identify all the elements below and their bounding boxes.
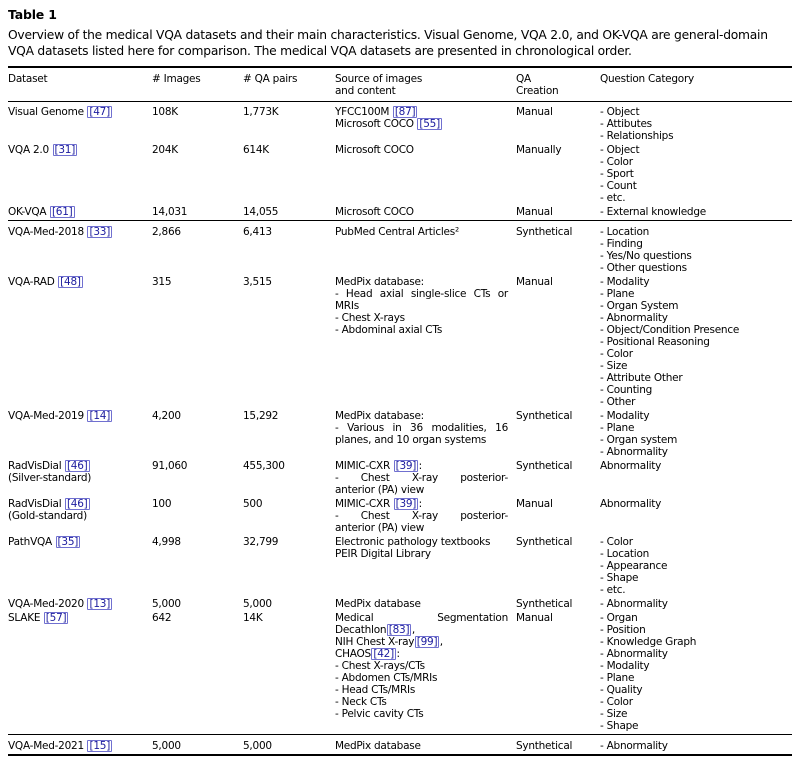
cell-question-categories bbox=[600, 460, 792, 496]
citation-link[interactable]: [15] bbox=[89, 740, 111, 752]
table-row bbox=[8, 612, 792, 732]
cell-line: (Silver-standard) bbox=[8, 472, 92, 484]
cell-line: - Abnormality bbox=[600, 598, 668, 610]
cell-line: 642 bbox=[152, 612, 172, 624]
cell-line: - Chest X-ray posterior- bbox=[335, 510, 508, 522]
cell-line: MedPix database bbox=[335, 598, 421, 610]
cell-line: 2,866 bbox=[152, 226, 181, 238]
cell-source bbox=[335, 740, 516, 752]
cell-line: 6,413 bbox=[243, 226, 272, 238]
cell-qa-creation bbox=[516, 612, 600, 732]
cell-line: Microsoft COCO bbox=[335, 144, 414, 156]
cell-num-images bbox=[152, 598, 243, 610]
cell-line: Electronic pathology textbooks bbox=[335, 536, 491, 548]
cell-line: 455,300 bbox=[243, 460, 285, 472]
cell-qa-creation bbox=[516, 144, 600, 204]
cell-line: - Attibutes bbox=[600, 118, 652, 130]
cell-num-images bbox=[152, 206, 243, 218]
cell-line: 614K bbox=[243, 144, 269, 156]
cell-question-categories bbox=[600, 144, 792, 204]
cell-question-categories bbox=[600, 740, 792, 752]
cell-line: Manual bbox=[516, 106, 553, 118]
cell-line: - Count bbox=[600, 180, 637, 192]
cell-line: - Organ System bbox=[600, 300, 679, 312]
cell-line: - Chest X-rays/CTs bbox=[335, 660, 425, 672]
cell-line: - Abdominal axial CTs bbox=[335, 324, 443, 336]
cell-line: - Color bbox=[600, 156, 633, 168]
table-row bbox=[8, 740, 792, 752]
cell-line: planes, and 10 organ systems bbox=[335, 434, 487, 446]
table-row bbox=[8, 410, 792, 458]
cell-qa-creation bbox=[516, 460, 600, 496]
header-label: # Images bbox=[152, 73, 201, 85]
cell-line: Medical Segmentation bbox=[335, 612, 508, 624]
cell-dataset bbox=[8, 740, 152, 752]
cell-source bbox=[335, 410, 516, 458]
cell-line: - Organ bbox=[600, 612, 638, 624]
header-label: Creation bbox=[516, 85, 559, 97]
cell-line: Synthetical bbox=[516, 460, 573, 472]
table-row bbox=[8, 460, 792, 496]
cell-num-qa-pairs bbox=[243, 226, 335, 274]
cell-num-images bbox=[152, 410, 243, 458]
cell-qa-creation bbox=[516, 498, 600, 534]
cell-line: NIH Chest X-ray [99] , bbox=[335, 636, 443, 648]
cell-line: - Chest X-rays bbox=[335, 312, 405, 324]
table-row bbox=[8, 276, 792, 408]
citation-link[interactable]: [87] bbox=[394, 106, 416, 118]
cell-dataset bbox=[8, 144, 152, 204]
cell-num-qa-pairs bbox=[243, 206, 335, 218]
cell-source bbox=[335, 106, 516, 142]
cell-num-qa-pairs bbox=[243, 598, 335, 610]
cell-line: Manual bbox=[516, 498, 553, 510]
cell-num-qa-pairs bbox=[243, 536, 335, 596]
header-source bbox=[335, 73, 516, 97]
cell-num-images bbox=[152, 536, 243, 596]
citation-link[interactable]: [13] bbox=[89, 598, 111, 610]
table-caption: Overview of the medical VQA datasets and their main characteristics. Visual Genome, VQA 2.0, and OK-VQA are general-domain VQA datasets listed here for comparison. The medical VQA datasets are presented in chronological order. bbox=[8, 28, 768, 58]
cell-line: - etc. bbox=[600, 584, 626, 596]
cell-line: MedPix database: bbox=[335, 276, 424, 288]
cell-line: - Shape bbox=[600, 572, 639, 584]
cell-line: Abnormality bbox=[600, 460, 662, 472]
header-label: QA bbox=[516, 73, 531, 85]
cell-line: - Size bbox=[600, 708, 628, 720]
cell-line: 5,000 bbox=[243, 598, 272, 610]
cell-question-categories bbox=[600, 410, 792, 458]
table-row bbox=[8, 106, 792, 142]
cell-line: - Location bbox=[600, 226, 650, 238]
cell-line: Visual Genome [47] bbox=[8, 106, 110, 118]
cell-dataset bbox=[8, 460, 152, 496]
cell-source bbox=[335, 498, 516, 534]
cell-line: MIMIC-CXR [39] : bbox=[335, 460, 422, 472]
cell-num-qa-pairs bbox=[243, 460, 335, 496]
citation-link[interactable]: [47] bbox=[89, 106, 110, 118]
cell-line: - Size bbox=[600, 360, 628, 372]
cell-line: - Modality bbox=[600, 660, 650, 672]
cell-num-images bbox=[152, 106, 243, 142]
cell-line: PathVQA [35] bbox=[8, 536, 79, 548]
cell-question-categories bbox=[600, 206, 792, 218]
citation-link[interactable]: [33] bbox=[89, 226, 111, 238]
citation-link[interactable]: [83] bbox=[388, 624, 410, 636]
cell-line: - Finding bbox=[600, 238, 643, 250]
cell-question-categories bbox=[600, 106, 792, 142]
cell-line: - Appearance bbox=[600, 560, 668, 572]
cell-line: - Abdomen CTs/MRIs bbox=[335, 672, 438, 684]
cell-line: RadVisDial [46] bbox=[8, 460, 88, 472]
cell-line: Manual bbox=[516, 612, 553, 624]
cell-qa-creation bbox=[516, 740, 600, 752]
citation-link[interactable]: [48] bbox=[60, 276, 81, 288]
cell-num-qa-pairs bbox=[243, 498, 335, 534]
cell-line: - Quality bbox=[600, 684, 643, 696]
cell-source bbox=[335, 206, 516, 218]
cell-line: - Attribute Other bbox=[600, 372, 683, 384]
header-images bbox=[152, 73, 243, 97]
table-row bbox=[8, 206, 792, 218]
cell-line: 5,000 bbox=[152, 598, 181, 610]
cell-line: 315 bbox=[152, 276, 172, 288]
cell-num-images bbox=[152, 612, 243, 732]
cell-line: - Head CTs/MRIs bbox=[335, 684, 416, 696]
cell-dataset bbox=[8, 410, 152, 458]
cell-num-images bbox=[152, 226, 243, 274]
header-label: # QA pairs bbox=[243, 73, 298, 85]
cell-line: - Object/Condition Presence bbox=[600, 324, 740, 336]
cell-line: - Location bbox=[600, 548, 650, 560]
cell-line: RadVisDial [46] bbox=[8, 498, 88, 510]
citation-link[interactable]: [99] bbox=[416, 636, 438, 648]
citation-link[interactable]: [39] bbox=[395, 498, 417, 510]
cell-question-categories bbox=[600, 612, 792, 732]
cell-line: PubMed Central Articles² bbox=[335, 226, 459, 238]
cell-line: VQA 2.0 [31] bbox=[8, 144, 76, 156]
cell-line: - Plane bbox=[600, 288, 635, 300]
cell-line: 32,799 bbox=[243, 536, 279, 548]
cell-num-images bbox=[152, 144, 243, 204]
cell-line: PEIR Digital Library bbox=[335, 548, 431, 560]
cell-qa-creation bbox=[516, 410, 600, 458]
cell-num-qa-pairs bbox=[243, 106, 335, 142]
cell-line: MIMIC-CXR [39] : bbox=[335, 498, 422, 510]
cell-line: - Relationships bbox=[600, 130, 674, 142]
table-row bbox=[8, 144, 792, 204]
cell-line: Manual bbox=[516, 276, 553, 288]
cell-line: anterior (PA) view bbox=[335, 522, 425, 534]
cell-line: YFCC100M [87] bbox=[335, 106, 416, 118]
cell-line: - Object bbox=[600, 106, 640, 118]
citation-link[interactable]: [31] bbox=[54, 144, 76, 156]
cell-dataset bbox=[8, 612, 152, 732]
header-label: Source of images bbox=[335, 73, 423, 85]
cell-source bbox=[335, 612, 516, 732]
citation-link[interactable]: [35] bbox=[57, 536, 79, 548]
citation-link[interactable]: [14] bbox=[89, 410, 111, 422]
cell-dataset bbox=[8, 276, 152, 408]
section-divider-rule bbox=[8, 734, 792, 735]
cell-line: - etc. bbox=[600, 192, 626, 204]
cell-line: Synthetical bbox=[516, 740, 573, 752]
citation-link[interactable]: [61] bbox=[51, 206, 73, 218]
cell-line: - Modality bbox=[600, 276, 650, 288]
cell-question-categories bbox=[600, 498, 792, 534]
cell-line: - Color bbox=[600, 348, 633, 360]
section-divider-rule bbox=[8, 220, 792, 221]
cell-line: 100 bbox=[152, 498, 172, 510]
cell-line: VQA-Med-2021 [15] bbox=[8, 740, 111, 752]
cell-line: - Position bbox=[600, 624, 646, 636]
cell-line: VQA-Med-2020 [13] bbox=[8, 598, 111, 610]
cell-line: - Abnormality bbox=[600, 648, 668, 660]
cell-line: - Object bbox=[600, 144, 640, 156]
table-row bbox=[8, 598, 792, 610]
cell-line: - Counting bbox=[600, 384, 653, 396]
cell-question-categories bbox=[600, 536, 792, 596]
header-dataset bbox=[8, 73, 152, 97]
cell-line: 5,000 bbox=[152, 740, 181, 752]
cell-num-qa-pairs bbox=[243, 740, 335, 752]
table-row bbox=[8, 498, 792, 534]
table-row bbox=[8, 536, 792, 596]
cell-qa-creation bbox=[516, 226, 600, 274]
cell-line: 91,060 bbox=[152, 460, 188, 472]
citation-link[interactable]: [42] bbox=[373, 648, 394, 660]
cell-source bbox=[335, 226, 516, 274]
cell-line: - Neck CTs bbox=[335, 696, 387, 708]
cell-line: 4,998 bbox=[152, 536, 181, 548]
citation-link[interactable]: [57] bbox=[45, 612, 67, 624]
cell-line: 4,200 bbox=[152, 410, 181, 422]
table-row bbox=[8, 226, 792, 274]
cell-line: 1,773K bbox=[243, 106, 279, 118]
cell-num-qa-pairs bbox=[243, 410, 335, 458]
cell-line: 15,292 bbox=[243, 410, 279, 422]
cell-line: - Plane bbox=[600, 422, 635, 434]
cell-line: SLAKE [57] bbox=[8, 612, 67, 624]
cell-num-images bbox=[152, 740, 243, 752]
cell-question-categories bbox=[600, 226, 792, 274]
cell-source bbox=[335, 460, 516, 496]
cell-line: 14K bbox=[243, 612, 263, 624]
cell-line: Microsoft COCO [55] bbox=[335, 118, 440, 130]
cell-line: - Knowledge Graph bbox=[600, 636, 697, 648]
cell-question-categories bbox=[600, 598, 792, 610]
cell-line: Decathlon [83] , bbox=[335, 624, 415, 636]
cell-line: - Other bbox=[600, 396, 636, 408]
cell-line: 108K bbox=[152, 106, 178, 118]
cell-line: 5,000 bbox=[243, 740, 272, 752]
cell-line: Abnormality bbox=[600, 498, 662, 510]
cell-line: VQA-Med-2019 [14] bbox=[8, 410, 111, 422]
table-body bbox=[8, 102, 792, 752]
cell-line: - Other questions bbox=[600, 262, 687, 274]
cell-line: Manually bbox=[516, 144, 562, 156]
cell-dataset bbox=[8, 206, 152, 218]
cell-line: - Positional Reasoning bbox=[600, 336, 710, 348]
cell-line: OK-VQA [61] bbox=[8, 206, 73, 218]
cell-source bbox=[335, 144, 516, 204]
cell-line: Synthetical bbox=[516, 226, 573, 238]
cell-line: - Various in 36 modalities, 16 bbox=[335, 422, 508, 434]
cell-source bbox=[335, 276, 516, 408]
cell-line: - Modality bbox=[600, 410, 650, 422]
table-header-row bbox=[8, 68, 792, 101]
cell-line: - Color bbox=[600, 696, 633, 708]
citation-link[interactable]: [55] bbox=[419, 118, 440, 130]
cell-qa-creation bbox=[516, 598, 600, 610]
header-qa-creation bbox=[516, 73, 600, 97]
cell-dataset bbox=[8, 106, 152, 142]
cell-line: 204K bbox=[152, 144, 178, 156]
header-question-category bbox=[600, 73, 792, 97]
cell-line: Manual bbox=[516, 206, 553, 218]
cell-line: - Head axial single-slice CTs or bbox=[335, 288, 508, 300]
cell-line: 14,055 bbox=[243, 206, 279, 218]
cell-line: VQA-RAD [48] bbox=[8, 276, 81, 288]
datasets-table bbox=[8, 66, 792, 756]
cell-num-images bbox=[152, 276, 243, 408]
cell-dataset bbox=[8, 536, 152, 596]
cell-source bbox=[335, 536, 516, 596]
cell-line: - Color bbox=[600, 536, 633, 548]
cell-qa-creation bbox=[516, 536, 600, 596]
cell-dataset bbox=[8, 226, 152, 274]
cell-line: - External knowledge bbox=[600, 206, 706, 218]
cell-line: VQA-Med-2018 [33] bbox=[8, 226, 111, 238]
cell-line: anterior (PA) view bbox=[335, 484, 425, 496]
cell-num-images bbox=[152, 460, 243, 496]
cell-line: - Sport bbox=[600, 168, 634, 180]
cell-line: (Gold-standard) bbox=[8, 510, 87, 522]
cell-line: Microsoft COCO bbox=[335, 206, 414, 218]
header-label: Dataset bbox=[8, 73, 48, 85]
cell-num-qa-pairs bbox=[243, 612, 335, 732]
header-qa-pairs bbox=[243, 73, 335, 97]
cell-line: - Yes/No questions bbox=[600, 250, 692, 262]
cell-line: MedPix database: bbox=[335, 410, 424, 422]
cell-line: - Abnormality bbox=[600, 312, 668, 324]
cell-num-qa-pairs bbox=[243, 276, 335, 408]
cell-line: - Organ system bbox=[600, 434, 678, 446]
cell-line: Synthetical bbox=[516, 598, 573, 610]
cell-qa-creation bbox=[516, 206, 600, 218]
cell-line: - Abnormality bbox=[600, 446, 668, 458]
cell-line: - Plane bbox=[600, 672, 635, 684]
cell-source bbox=[335, 598, 516, 610]
cell-dataset bbox=[8, 498, 152, 534]
cell-line: - Shape bbox=[600, 720, 639, 732]
cell-line: 3,515 bbox=[243, 276, 272, 288]
cell-line: Synthetical bbox=[516, 536, 573, 548]
cell-qa-creation bbox=[516, 276, 600, 408]
cell-line: 14,031 bbox=[152, 206, 188, 218]
cell-line: CHAOS [42] : bbox=[335, 648, 400, 660]
cell-num-qa-pairs bbox=[243, 144, 335, 204]
citation-link[interactable]: [46] bbox=[66, 460, 88, 472]
cell-line: MedPix database bbox=[335, 740, 421, 752]
cell-question-categories bbox=[600, 276, 792, 408]
citation-link[interactable]: [46] bbox=[66, 498, 88, 510]
cell-line: - Pelvic cavity CTs bbox=[335, 708, 424, 720]
cell-line: 500 bbox=[243, 498, 263, 510]
cell-line: MRIs bbox=[335, 300, 359, 312]
header-label: Question Category bbox=[600, 73, 695, 85]
cell-dataset bbox=[8, 598, 152, 610]
header-label: and content bbox=[335, 85, 396, 97]
table-bottom-rule bbox=[8, 754, 792, 756]
cell-line: - Chest X-ray posterior- bbox=[335, 472, 508, 484]
cell-line: - Abnormality bbox=[600, 740, 668, 752]
cell-num-images bbox=[152, 498, 243, 534]
citation-link[interactable]: [39] bbox=[395, 460, 417, 472]
cell-qa-creation bbox=[516, 106, 600, 142]
table-title: Table 1 bbox=[8, 7, 57, 22]
cell-line: Synthetical bbox=[516, 410, 573, 422]
